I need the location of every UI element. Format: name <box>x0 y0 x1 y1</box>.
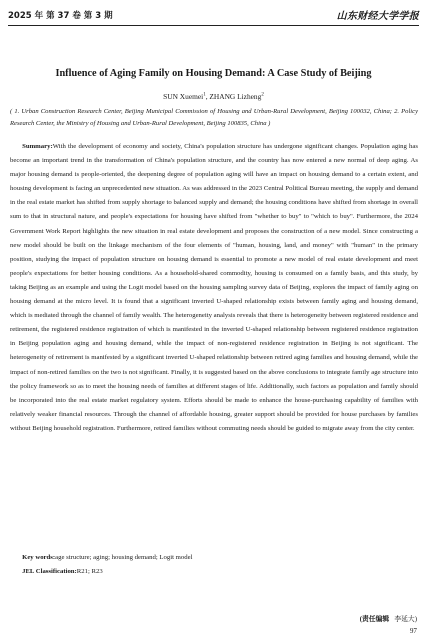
author-separator: , <box>205 92 210 101</box>
editor-name: 李延大) <box>394 616 417 623</box>
journal-logo: 山东财经大学学报 <box>336 11 419 22</box>
issue-info: 2025 年 第 37 卷 第 3 期 <box>8 11 113 21</box>
abstract <box>10 140 418 436</box>
responsible-editor <box>360 613 417 623</box>
editor-label: (责任编辑 <box>359 616 390 623</box>
jel-value: R21; R23 <box>76 568 103 575</box>
keywords-value: age structure; aging; housing demand; Logit model <box>55 554 193 561</box>
keywords <box>10 554 418 561</box>
page-number: 97 <box>409 627 417 635</box>
jel-label: JEL Classification: <box>22 568 77 575</box>
running-header <box>8 3 419 26</box>
jel-classification <box>10 568 418 575</box>
article-title: Influence of Aging Family on Housing Demand: A Case Study of Beijing <box>55 68 372 79</box>
author-name: ZHANG Lizheng <box>209 92 262 101</box>
affiliations: ( 1. Urban Construction Research Center, Beijing Municipal Commission of Housing and Urban-Rural Development, Beijing 100032, China; 2. Policy Research Center, the Ministry of Housing and Urban-Rural Development, Beijing 100835, China ) <box>10 108 418 127</box>
abstract-text: With the development of economy and society, China's population structure has undergone significant changes. Population aging has become an important trend in the transformation of China's population structure, and the country has now entered a new normal of deep aging. As major housing demand is people-oriented, the deepening degree of population aging will have an impact on housing demand to a certain extent, and housing development is facing an unprecedented new situation. As was addressed in the 2023 Central Political Bureau meeting, the supply and demand in the real estate market has shifted from supply shortage to balanced supply and demand; the housing conditions have shifted from shortage in overall sum to that in structural nature, and people's expectations for housing have shifted from "whether to buy" to "which to buy". Furthermore, the 2024 Government Work Report highlights the new situation in real estate development and proposes the construction of a new model. Since constructing a new model should be built on the linkage mechanism of the four elements of "human, housing, land, and money" with "human" in the primary position, studying the impact of population structure on housing demand is essential to promote a new model of real estate development and meet people's expectations for better housing conditions. As a household-shared commodity, housing is consumed on a family basis, and this study, by taking Beijing as an example and using the Logit model based on the housing sampling survey data of Beijing, explores the impact of family aging on housing demand at the micro level. It is found that a significant inverted U-shaped relationship exists between family aging and housing demand, which is mediated through the channel of family wealth. The heterogeneity analysis reveals that there is heterogeneity between registered residence and retirement, the registered residence registration of which is manifested in the inverted U-shaped relationship between registered residence registration in Beijing population aging and housing demand, while the impact of non-registered residence registration in Beijing is not significant. The heterogeneity of retirement is manifested by a significant inverted U-shaped relationship between retired aging families and housing demand, while the impact of non-retired families on the two is not significant. Finally, it is suggested based on the above conclusions to integrate family age structure into the policy framework so as to meet the housing needs of families at different stages of life. Additionally, such factors as population and family should be incorporated into the real estate market regulatory system. Efforts should be made to enhance the house-purchasing capability of families with relatively weaker financial resources. Through the channel of affordable housing, greater support should be provided for house purchases by families without Beijing household registration. Furthermore, retired families without commuting needs should be guided to migrate away from the city center. <box>10 143 418 432</box>
keywords-label: Key words: <box>22 554 56 561</box>
abstract-label: Summary: <box>22 143 53 150</box>
author-affiliation-mark: 2 <box>261 92 264 98</box>
author-name: SUN Xuemei <box>163 92 204 101</box>
author-affiliation-mark: 1 <box>203 92 206 98</box>
author-line <box>0 92 427 101</box>
